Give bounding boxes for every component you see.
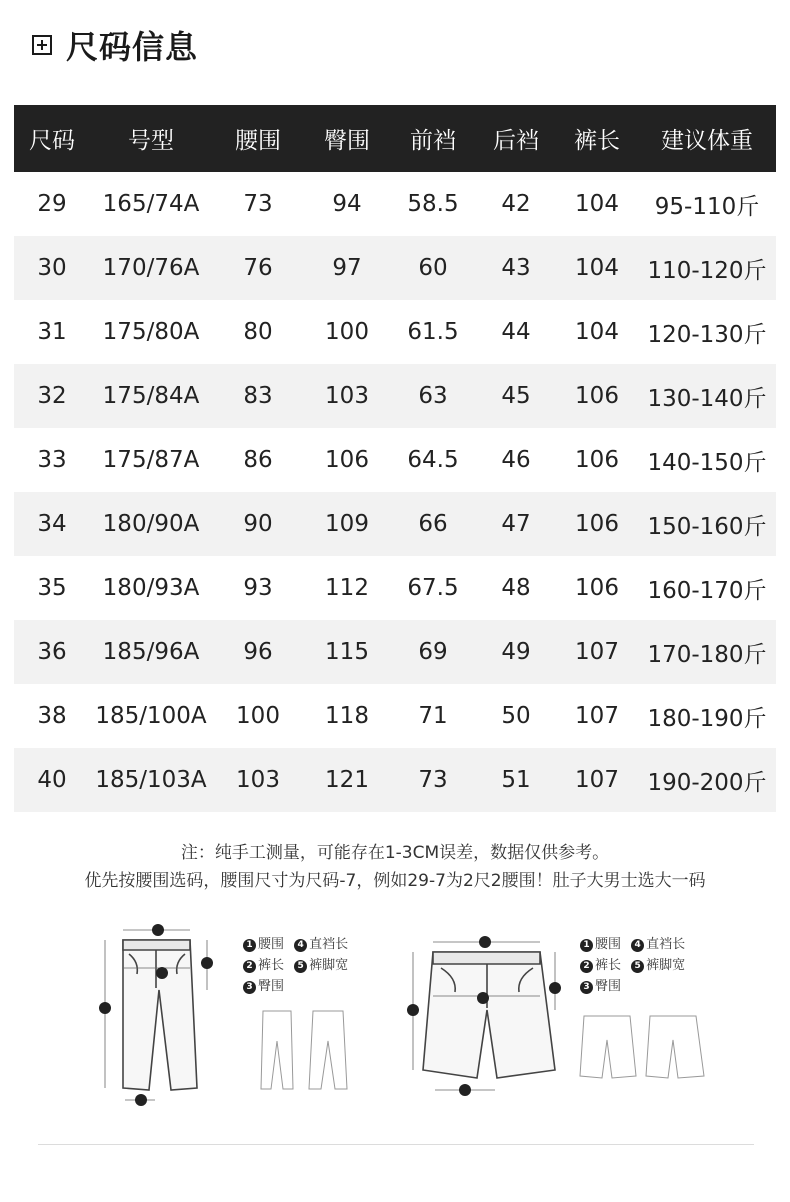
shorts-diagram (405, 930, 565, 1105)
cell: 185/103A (90, 748, 212, 812)
cell: 106 (575, 575, 619, 601)
legend-dot-4: 4 (294, 939, 307, 952)
cell: 46 (501, 447, 531, 473)
cell: 38 (37, 703, 67, 729)
marker-5-icon (459, 1084, 471, 1096)
cell: 104 (575, 319, 619, 345)
legend-straight-crotch: 直裆长 (646, 937, 686, 952)
cell: 35 (37, 575, 67, 601)
pants-diagram (95, 918, 225, 1113)
cell: 33 (37, 447, 67, 473)
marker-4-icon (549, 982, 561, 994)
cell: 64.5 (407, 447, 459, 473)
cell: 103 (304, 364, 390, 428)
cell: 95-110斤 (654, 193, 760, 220)
cell: 61.5 (407, 319, 459, 345)
table-row (14, 492, 776, 556)
marker-5-icon (135, 1094, 147, 1106)
legend-dot-1: 1 (243, 939, 256, 952)
legend-length: 裤长 (258, 958, 285, 973)
legend-hip: 臀围 (258, 979, 285, 994)
legend-dot-2: 2 (243, 960, 256, 973)
cell: 29 (37, 191, 67, 217)
cell: 165/74A (102, 191, 200, 217)
pants-sketch-small (255, 1005, 355, 1095)
cell: 67.5 (407, 575, 459, 601)
header-front-rise: 前裆 (390, 105, 476, 172)
legend-dot-4: 4 (631, 939, 644, 952)
cell: 44 (501, 319, 531, 345)
table-row (14, 236, 776, 300)
cell: 66 (390, 492, 476, 556)
plus-box-icon (32, 35, 52, 55)
cell: 36 (14, 620, 90, 684)
cell: 69 (390, 620, 476, 684)
cell: 118 (325, 703, 369, 729)
cell: 86 (243, 447, 273, 473)
cell: 58.5 (407, 191, 459, 217)
cell: 49 (476, 620, 556, 684)
header-weight: 建议体重 (638, 105, 776, 172)
section-header (32, 22, 198, 68)
cell: 63 (390, 364, 476, 428)
cell: 50 (501, 703, 531, 729)
marker-1-icon (152, 924, 164, 936)
cell: 180/90A (90, 492, 212, 556)
table-row (14, 364, 776, 428)
header-back-rise: 后裆 (476, 105, 556, 172)
cell: 71 (418, 703, 448, 729)
cell: 73 (243, 191, 273, 217)
cell: 175/84A (90, 364, 212, 428)
cell: 150-160斤 (638, 492, 776, 556)
cell: 107 (575, 703, 619, 729)
table-header-row (14, 105, 776, 172)
cell: 45 (476, 364, 556, 428)
legend-dot-2: 2 (580, 960, 593, 973)
note-line-2: 优先按腰围选码，腰围尺寸为尺码-7，例如29-7为2尺2腰围！肚子大男士选大一码 (84, 871, 706, 891)
cell: 97 (304, 236, 390, 300)
table-row (14, 684, 776, 748)
cell: 90 (212, 492, 304, 556)
cell: 140-150斤 (647, 449, 767, 476)
cell: 93 (243, 575, 273, 601)
cell: 112 (325, 575, 369, 601)
cell: 120-130斤 (647, 321, 767, 348)
cell: 32 (14, 364, 90, 428)
cell: 106 (325, 447, 369, 473)
size-table (14, 105, 776, 812)
table-row (14, 172, 776, 236)
cell: 103 (212, 748, 304, 812)
cell: 43 (476, 236, 556, 300)
cell: 106 (556, 364, 638, 428)
legend-waist: 腰围 (258, 937, 285, 952)
marker-2-icon (99, 1002, 111, 1014)
legend-straight-crotch: 直裆长 (309, 937, 349, 952)
cell: 100 (236, 703, 280, 729)
table-row (14, 300, 776, 364)
cell: 115 (304, 620, 390, 684)
marker-3-icon (156, 967, 168, 979)
cell: 83 (212, 364, 304, 428)
table-row (14, 748, 776, 812)
cell: 185/100A (95, 703, 207, 729)
shorts-sketch-small (578, 1010, 708, 1085)
note-line-1: 注：纯手工测量，可能存在1-3CM误差，数据仅供参考。 (180, 843, 610, 863)
cell: 190-200斤 (638, 748, 776, 812)
marker-2-icon (407, 1004, 419, 1016)
header-length: 裤长 (556, 105, 638, 172)
legend-dot-5: 5 (294, 960, 307, 973)
legend-waist: 腰围 (595, 937, 622, 952)
cell: 180/93A (102, 575, 200, 601)
legend-length: 裤长 (595, 958, 622, 973)
shorts-legend (580, 934, 691, 997)
cell: 100 (325, 319, 369, 345)
cell: 60 (390, 236, 476, 300)
cell: 130-140斤 (638, 364, 776, 428)
cell: 48 (501, 575, 531, 601)
marker-4-icon (201, 957, 213, 969)
cell: 107 (556, 748, 638, 812)
cell: 175/80A (102, 319, 200, 345)
legend-hip: 臀围 (595, 979, 622, 994)
header-size: 尺码 (14, 105, 90, 172)
cell: 170-180斤 (638, 620, 776, 684)
cell: 185/96A (90, 620, 212, 684)
cell: 31 (37, 319, 67, 345)
cell: 76 (212, 236, 304, 300)
page-title: 尺码信息 (66, 28, 199, 66)
legend-dot-1: 1 (580, 939, 593, 952)
table-row (14, 556, 776, 620)
legend-dot-5: 5 (631, 960, 644, 973)
cell: 73 (390, 748, 476, 812)
cell: 109 (304, 492, 390, 556)
cell: 94 (332, 191, 362, 217)
cell: 106 (556, 492, 638, 556)
cell: 104 (575, 191, 619, 217)
header-waist: 腰围 (212, 105, 304, 172)
cell: 121 (304, 748, 390, 812)
legend-hem: 裤脚宽 (646, 958, 686, 973)
cell: 30 (14, 236, 90, 300)
cell: 107 (556, 620, 638, 684)
cell: 110-120斤 (638, 236, 776, 300)
legend-dot-3: 3 (580, 981, 593, 994)
cell: 47 (476, 492, 556, 556)
cell: 106 (575, 447, 619, 473)
table-row (14, 428, 776, 492)
cell: 51 (476, 748, 556, 812)
header-model: 号型 (90, 105, 212, 172)
header-hip: 臀围 (304, 105, 390, 172)
cell: 180-190斤 (647, 705, 767, 732)
cell: 40 (14, 748, 90, 812)
legend-hem: 裤脚宽 (309, 958, 349, 973)
cell: 96 (212, 620, 304, 684)
pants-legend (243, 934, 354, 997)
table-row (14, 620, 776, 684)
footer-divider (38, 1144, 754, 1145)
marker-1-icon (479, 936, 491, 948)
cell: 170/76A (90, 236, 212, 300)
cell: 42 (501, 191, 531, 217)
cell: 104 (556, 236, 638, 300)
cell: 80 (243, 319, 273, 345)
legend-dot-3: 3 (243, 981, 256, 994)
cell: 34 (14, 492, 90, 556)
cell: 175/87A (102, 447, 200, 473)
marker-3-icon (477, 992, 489, 1004)
cell: 160-170斤 (647, 577, 767, 604)
